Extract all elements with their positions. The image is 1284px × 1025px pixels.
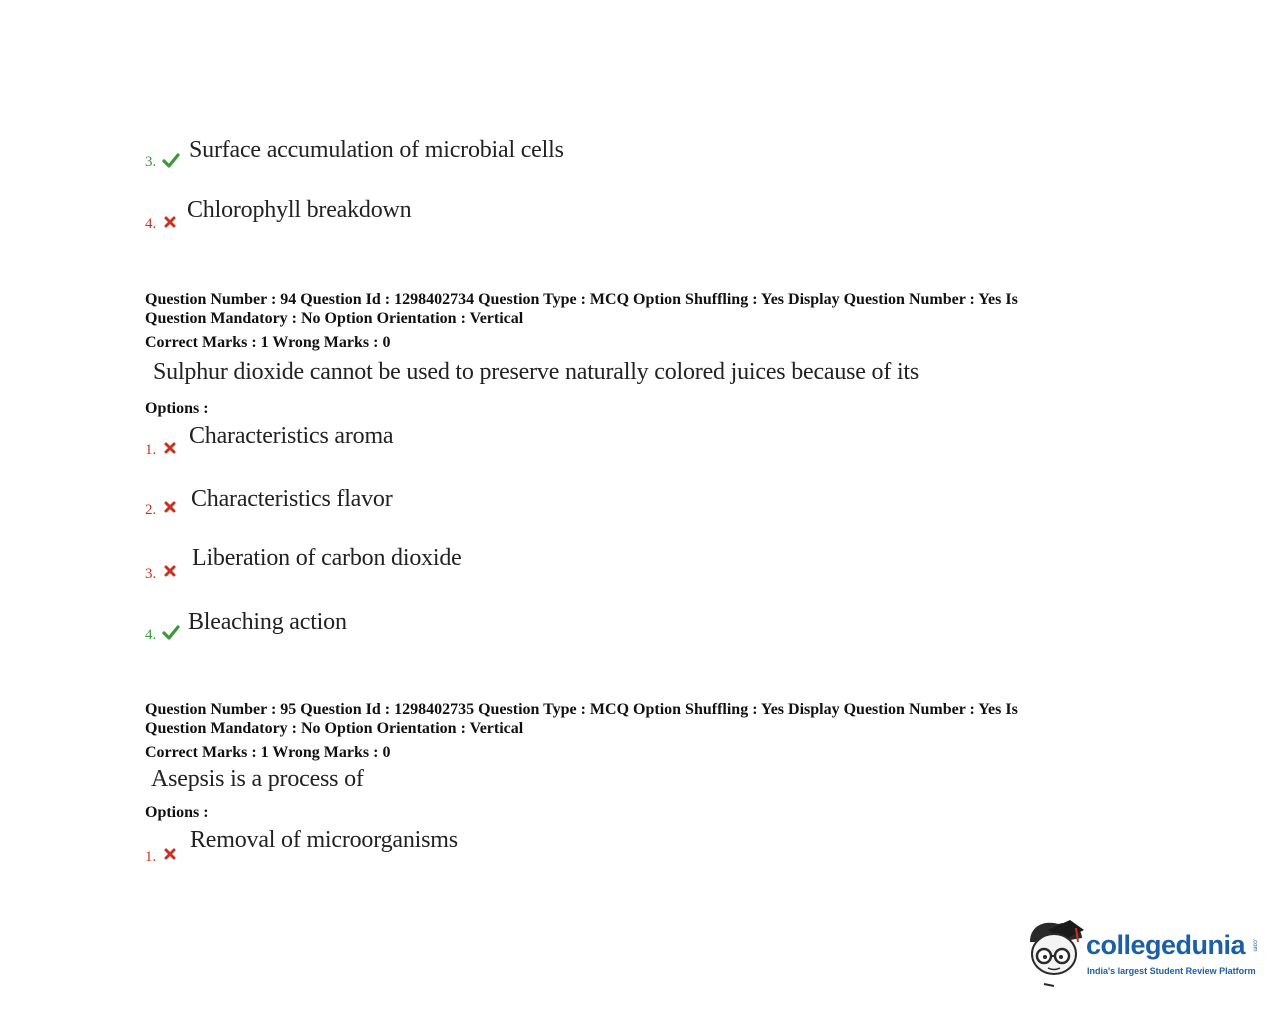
check-icon <box>162 624 180 640</box>
option-text: Characteristics flavor <box>191 486 393 512</box>
question-meta <box>145 700 1018 738</box>
option-text: Characteristics aroma <box>189 423 394 449</box>
option-number: 3. <box>145 566 157 582</box>
question-text: Asepsis is a process of <box>151 766 364 792</box>
option-number: 2. <box>145 502 157 518</box>
mascot-icon <box>1024 918 1086 988</box>
logo-wordmark: collegedunia <box>1086 930 1246 960</box>
option-number: 3. <box>145 154 157 170</box>
cross-icon <box>164 848 176 860</box>
option-text: Surface accumulation of microbial cells <box>189 137 564 163</box>
option-text: Removal of microorganisms <box>190 827 458 853</box>
collegedunia-logo <box>1024 916 1264 990</box>
question-marks: Correct Marks : 1 Wrong Marks : 0 <box>145 744 391 761</box>
question-text: Sulphur dioxide cannot be used to preserve naturally colored juices because of its <box>153 359 920 385</box>
logo-tagline: India's largest Student Review Platform <box>1087 966 1256 976</box>
cross-icon <box>164 565 176 577</box>
options-label: Options : <box>145 400 209 417</box>
question-meta-line: Question Mandatory : No Option Orientation : Vertical <box>145 310 524 327</box>
cross-icon <box>164 501 176 513</box>
option-number: 1. <box>145 442 157 458</box>
question-meta-line: Question Mandatory : No Option Orientation : Vertical <box>145 720 524 737</box>
question-marks: Correct Marks : 1 Wrong Marks : 0 <box>145 334 391 351</box>
cross-icon <box>164 216 176 228</box>
question-meta-line: Question Number : 95 Question Id : 1298402735 Question Type : MCQ Option Shuffling : Yes Display Question Number : Yes Is <box>145 701 1018 718</box>
cross-icon <box>164 442 176 454</box>
option-number: 1. <box>145 849 157 865</box>
option-number: 4. <box>145 216 157 232</box>
options-label: Options : <box>145 804 209 821</box>
question-meta <box>145 290 1018 328</box>
option-text: Liberation of carbon dioxide <box>192 545 462 571</box>
option-text: Bleaching action <box>188 609 347 635</box>
option-text: Chlorophyll breakdown <box>187 197 412 223</box>
check-icon <box>162 152 180 168</box>
question-meta-line: Question Number : 94 Question Id : 1298402734 Question Type : MCQ Option Shuffling : Yes Display Question Number : Yes Is <box>145 291 1018 308</box>
logo-domain: .com <box>1251 938 1258 952</box>
option-number: 4. <box>145 627 157 643</box>
